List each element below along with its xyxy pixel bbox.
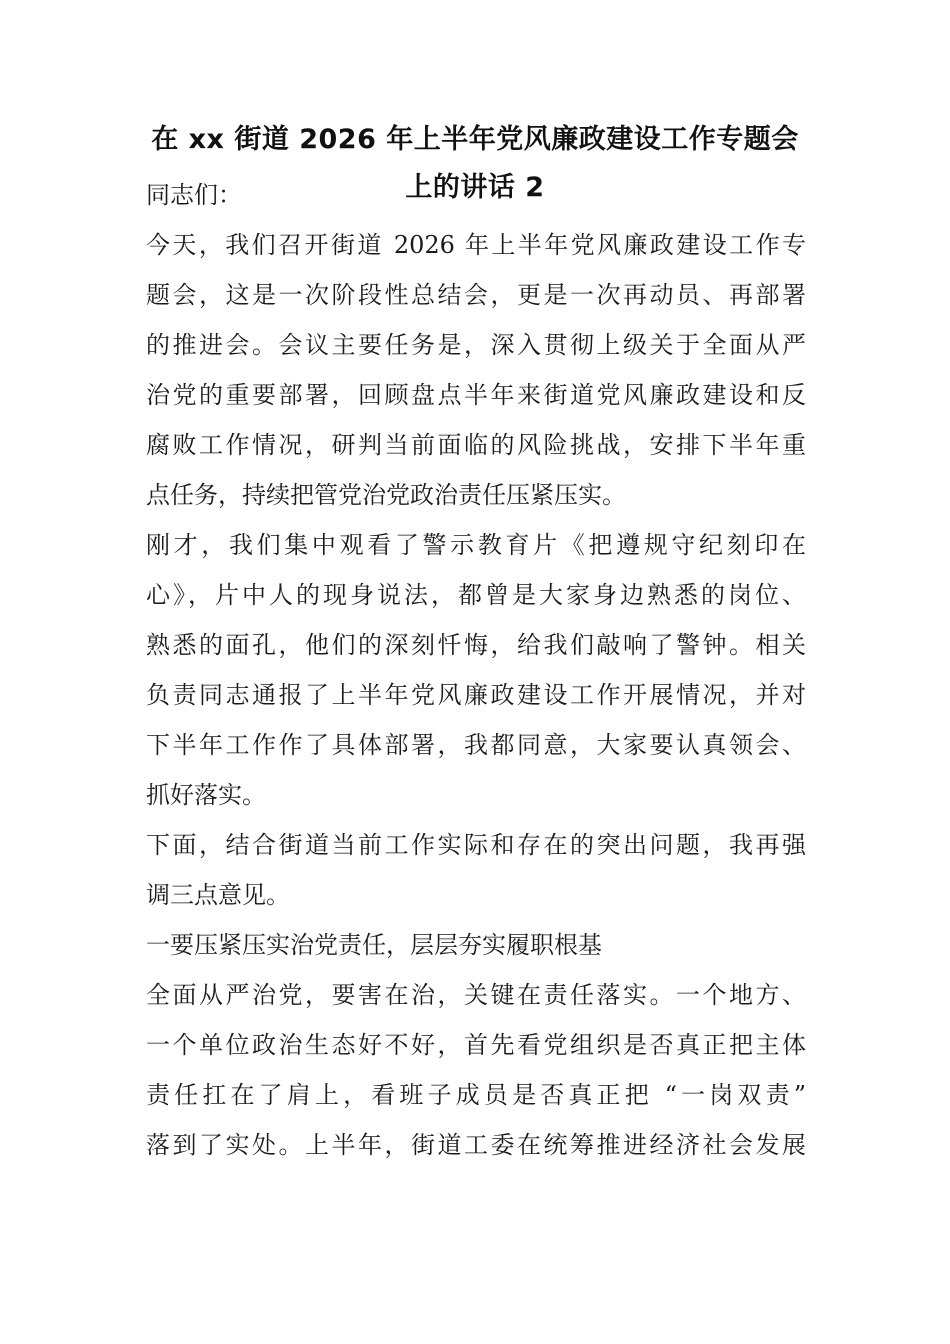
paragraph-line: 负责同志通报了上半年党风廉政建设工作开展情况，并对 <box>146 681 806 709</box>
salutation: 同志们： <box>146 181 242 209</box>
paragraph-line: 下半年工作作了具体部署，我都同意，大家要认真领会、 <box>146 731 806 759</box>
title-line: 在 xx 街道 2026 年上半年党风廉政建设工作专题会 <box>151 124 799 155</box>
paragraph-line: 抓好落实。 <box>146 781 266 809</box>
paragraph-line: 腐败工作情况，研判当前面临的风险挑战，安排下半年重 <box>146 431 806 459</box>
paragraph-line: 心》，片中人的现身说法，都曾是大家身边熟悉的岗位、 <box>146 581 806 609</box>
paragraph-line: 治党的重要部署，回顾盘点半年来街道党风廉政建设和反 <box>146 381 806 409</box>
paragraph-line: 一个单位政治生态好不好，首先看党组织是否真正把主体 <box>146 1031 806 1059</box>
document-body <box>146 170 806 1170</box>
paragraph-line: 调三点意见。 <box>146 881 290 909</box>
paragraph-line: 的推进会。会议主要任务是，深入贯彻上级关于全面从严 <box>146 331 806 359</box>
paragraph-line: 今天，我们召开街道 2026 年上半年党风廉政建设工作专 <box>146 231 806 259</box>
paragraph-line: 刚才，我们集中观看了警示教育片《把遵规守纪刻印在 <box>146 531 806 559</box>
paragraph-line: 下面，结合街道当前工作实际和存在的突出问题，我再强 <box>146 831 806 859</box>
section-heading: 一要压紧压实治党责任，层层夯实履职根基 <box>146 931 602 959</box>
paragraph-line: 落到了实处。上半年，街道工委在统筹推进经济社会发展 <box>146 1131 806 1159</box>
title-line: 上的讲话 2 <box>405 172 545 203</box>
paragraph-line: 熟悉的面孔，他们的深刻忏悔，给我们敲响了警钟。相关 <box>146 631 806 659</box>
paragraph-line: 责任扛在了肩上，看班子成员是否真正把 “一岗双责” <box>146 1081 806 1109</box>
paragraph-line: 全面从严治党，要害在治，关键在责任落实。一个地方、 <box>146 981 806 1009</box>
paragraph-line: 点任务，持续把管党治党政治责任压紧压实。 <box>146 481 626 509</box>
paragraph-line: 题会，这是一次阶段性总结会，更是一次再动员、再部署 <box>146 281 806 309</box>
